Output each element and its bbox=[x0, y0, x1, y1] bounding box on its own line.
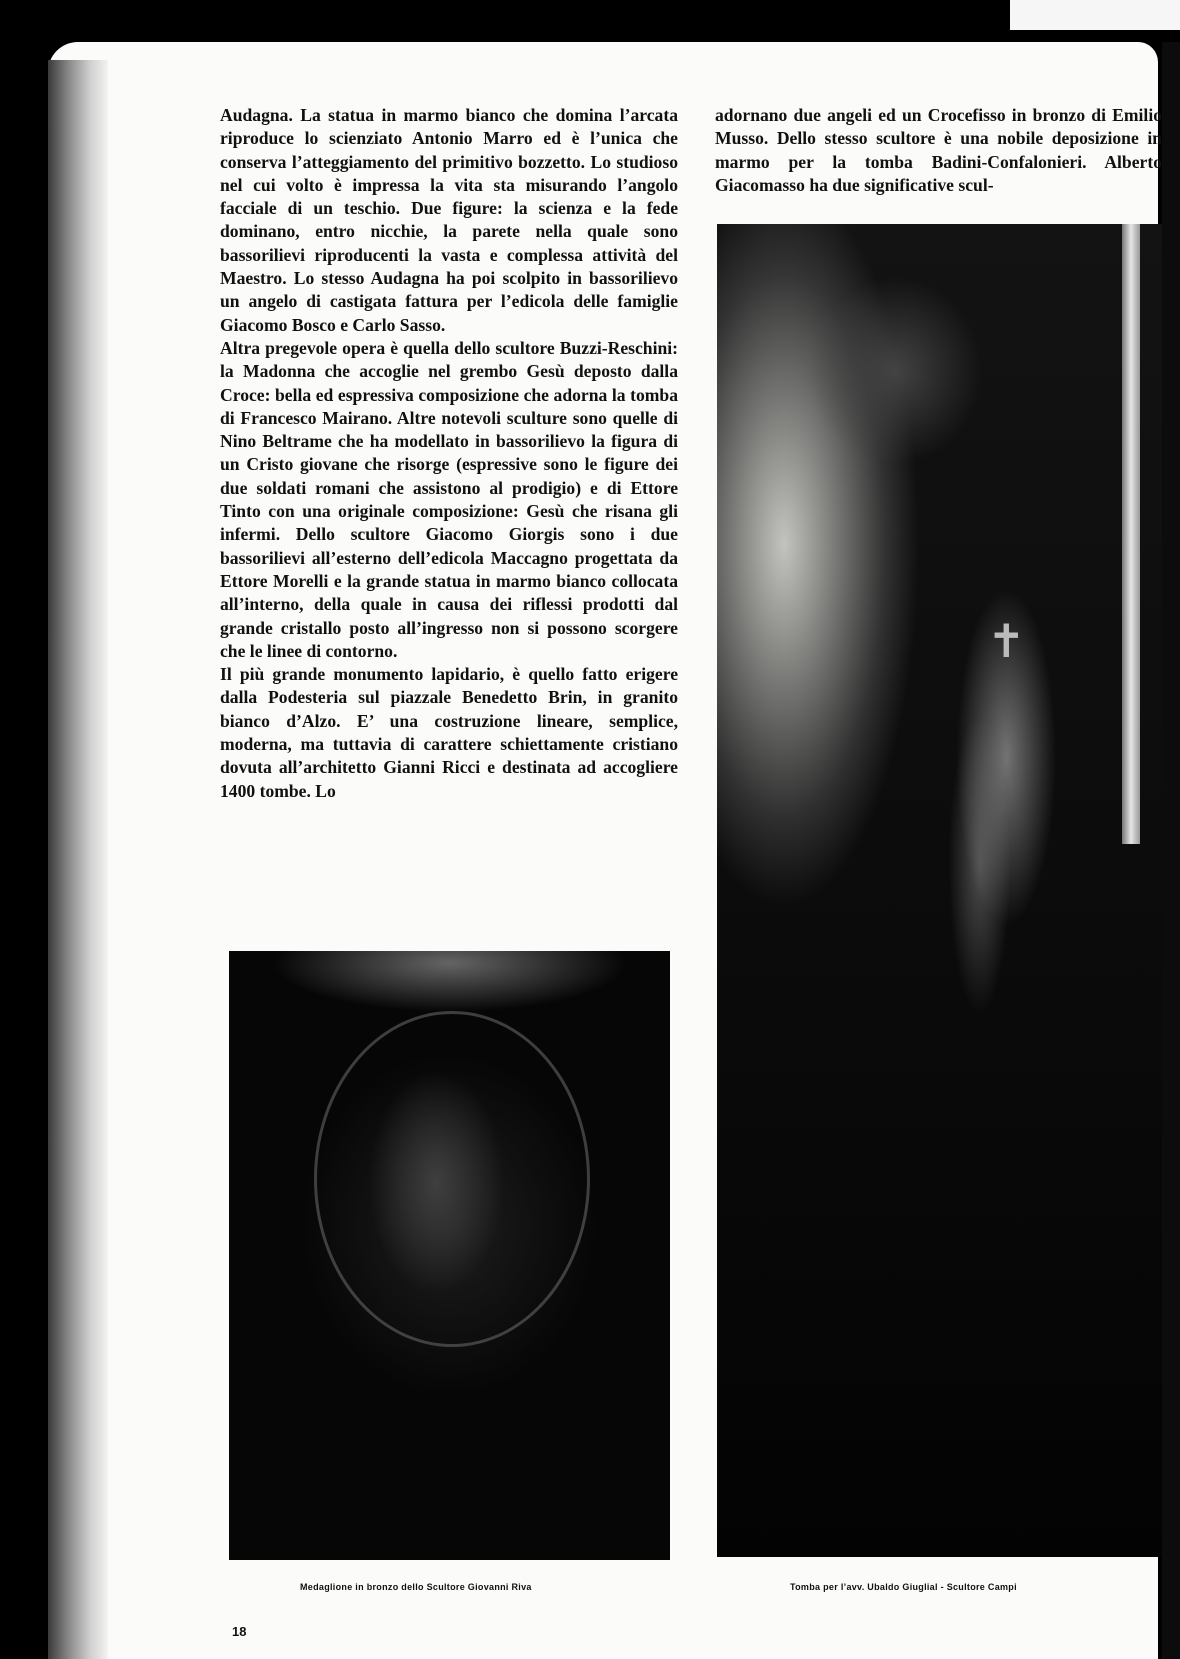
page-number: 18 bbox=[232, 1624, 247, 1639]
scan-shadow-left bbox=[48, 60, 108, 1659]
medallion-outline bbox=[314, 1011, 590, 1347]
paragraph: adornano due angeli ed un Crocefisso in bronzo di Emilio Musso. Dello stesso scultore è una nobile deposizione in marmo per la tomba Badini-Confalonieri. Alberto Giacomasso ha due significative scul- bbox=[715, 105, 1162, 195]
madonna-statue-photo bbox=[717, 224, 1162, 1557]
left-text-column bbox=[220, 104, 678, 803]
paragraph: Altra pregevole opera è quella dello scultore Buzzi-Reschini: la Madonna che accoglie nel grembo Gesù deposto dalla Croce: bella ed espressiva composizione che adorna la tomba di Francesco Mairano. Altre notevoli sculture sono quelle di Nino Beltrame che ha modellato in bassorilievo la figura di un Cristo giovane che risorge (espressive sono le figure dei due soldati romani che assistono al prodigio) e di Ettore Tinto con una originale composizione: Gesù che risana gli infermi. Dello scultore Giacomo Giorgis sono i due bassorilievi all’esterno dell’edicola Maccagno progettata da Ettore Morelli e la grande statua in marmo bianco collocata all’interno, della quale in causa dei riflessi prodotti dal grande cristallo posto all’ingresso non si possono scorgere che le linee di contorno. bbox=[220, 337, 678, 661]
scan-shadow-right bbox=[1162, 42, 1180, 1659]
scan-corner bbox=[1010, 0, 1180, 30]
bronze-medallion-photo bbox=[229, 951, 670, 1560]
paragraph: Audagna. La statua in marmo bianco che domina l’arcata riproduce lo scienziato Antonio Marro ed è l’unica che conserva l’atteggiamento del primitivo bozzetto. Lo studioso nel cui volto è impressa la vita sta misurando l’angolo facciale di un teschio. Due figure: la scienza e la fede dominano, entro nicchie, la parete nella quale sono bassorilievi riproducenti la vasta e complessa attività del Maestro. Lo stesso Audagna ha poi scolpito in bassorilievo un angelo di castigata fattura per l’edicola delle famiglie Giacomo Bosco e Carlo Sasso. bbox=[220, 105, 678, 335]
right-text-column bbox=[715, 104, 1162, 197]
right-photo-caption: Tomba per l’avv. Ubaldo Giuglial - Scultore Campi bbox=[790, 1582, 1017, 1592]
cross-icon: ✝ bbox=[987, 616, 1026, 667]
paragraph: Il più grande monumento lapidario, è quello fatto erigere dalla Podesteria sul piazzale Benedetto Brin, in granito bianco d’Alzo. E’ una costruzione lineare, semplice, moderna, ma tuttavia di carattere schiettamente cristiano dovuta all’architetto Gianni Ricci e destinata ad accogliere 1400 tombe. Lo bbox=[220, 664, 678, 801]
left-photo-caption: Medaglione in bronzo dello Scultore Giovanni Riva bbox=[300, 1582, 532, 1592]
window-light-stripe bbox=[1122, 224, 1140, 844]
